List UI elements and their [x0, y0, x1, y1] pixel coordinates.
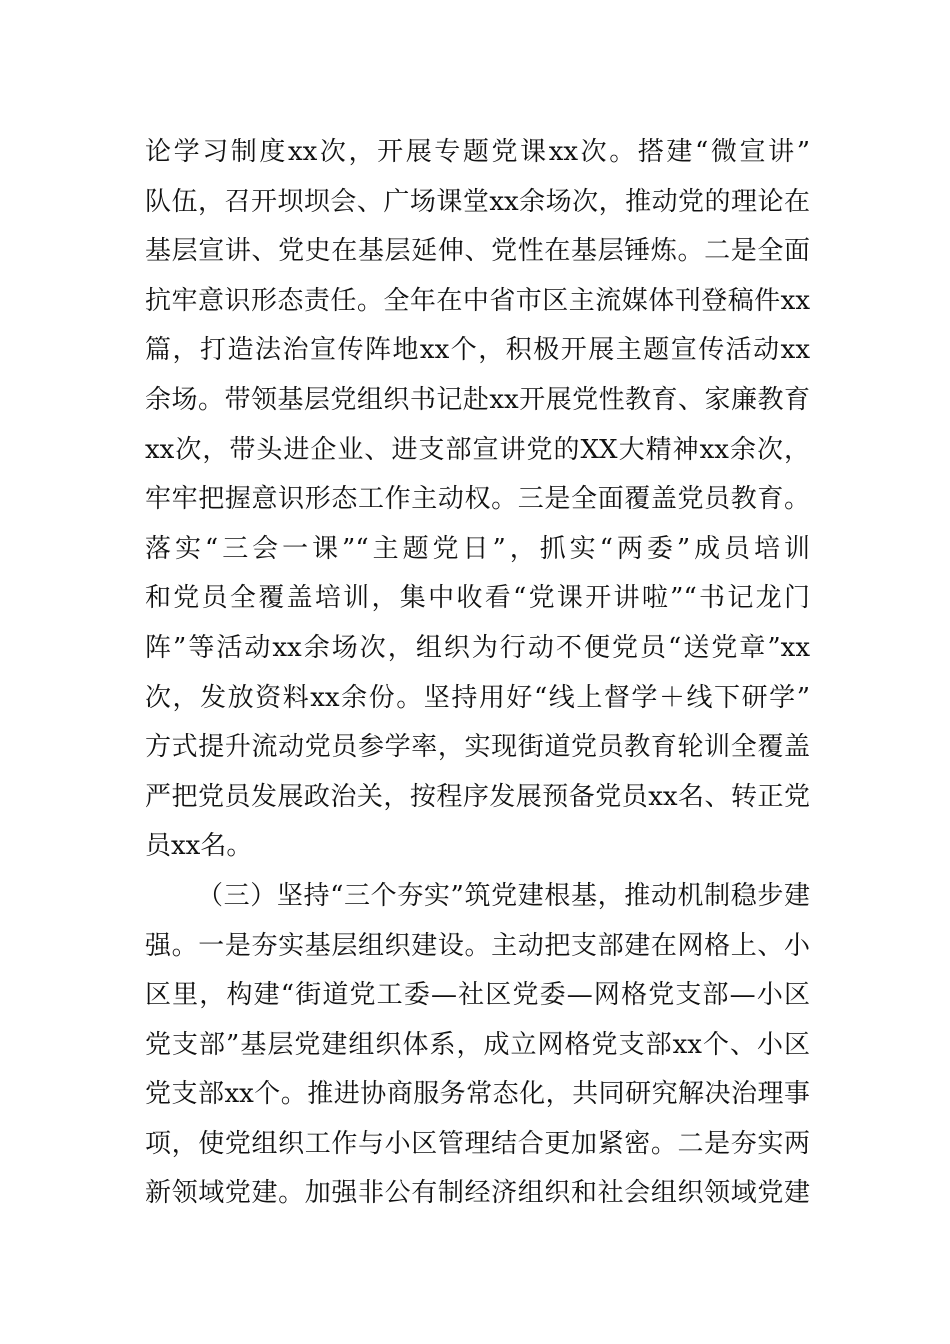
text-line: 抗牢意识形态责任。全年在中省市区主流媒体刊登稿件xx: [145, 285, 810, 316]
paragraph-continuation: [145, 128, 810, 872]
text-line: 区里，构建“街道党工委—社区党委—网格党支部—小区: [145, 980, 810, 1011]
text-line: 论学习制度xx次，开展专题党课xx次。搭建“微宣讲”: [145, 137, 810, 167]
text-line: 余场。带领基层党组织书记赴xx开展党性教育、家廉教育: [145, 384, 810, 415]
body-text: [145, 128, 810, 1219]
text-line: 牢牢把握意识形态工作主动权。三是全面覆盖党员教育。: [145, 484, 810, 515]
text-line: xx次，带头进企业、进支部宣讲党的XX大精神xx余次，: [145, 434, 810, 465]
text-line: 基层宣讲、党史在基层延伸、党性在基层锤炼。二是全面: [145, 236, 810, 267]
paragraph-section-three: [145, 872, 810, 1219]
text-line: 员xx名。: [145, 831, 253, 862]
text-line: 强。一是夯实基层组织建设。主动把支部建在网格上、小: [145, 930, 810, 961]
text-line: 队伍，召开坝坝会、广场课堂xx余场次，推动党的理论在: [145, 186, 810, 217]
text-line: 阵”等活动xx余场次，组织为行动不便党员“送党章”xx: [145, 632, 810, 663]
text-line: 次，发放资料xx余份。坚持用好“线上督学＋线下研学”: [145, 682, 810, 713]
text-line: 新领域党建。加强非公有制经济组织和社会组织领域党建: [145, 1178, 810, 1209]
text-line: 党支部xx个。推进协商服务常态化，共同研究解决治理事: [145, 1079, 810, 1110]
text-line: 方式提升流动党员参学率，实现街道党员教育轮训全覆盖: [145, 732, 810, 763]
text-line: 篇，打造法治宣传阵地xx个，积极开展主题宣传活动xx: [145, 335, 810, 366]
text-line: 党支部”基层党建组织体系，成立网格党支部xx个、小区: [145, 1029, 810, 1060]
text-line: 落实“三会一课”“主题党日”，抓实“两委”成员培训: [145, 533, 810, 564]
section-heading-line: （三）坚持“三个夯实”筑党建根基，推动机制稳步建: [197, 880, 810, 911]
text-line: 和党员全覆盖培训，集中收看“党课开讲啦”“书记龙门: [145, 583, 810, 614]
text-line: 严把党员发展政治关，按程序发展预备党员xx名、转正党: [145, 781, 810, 812]
text-line: 项，使党组织工作与小区管理结合更加紧密。二是夯实两: [145, 1128, 810, 1159]
